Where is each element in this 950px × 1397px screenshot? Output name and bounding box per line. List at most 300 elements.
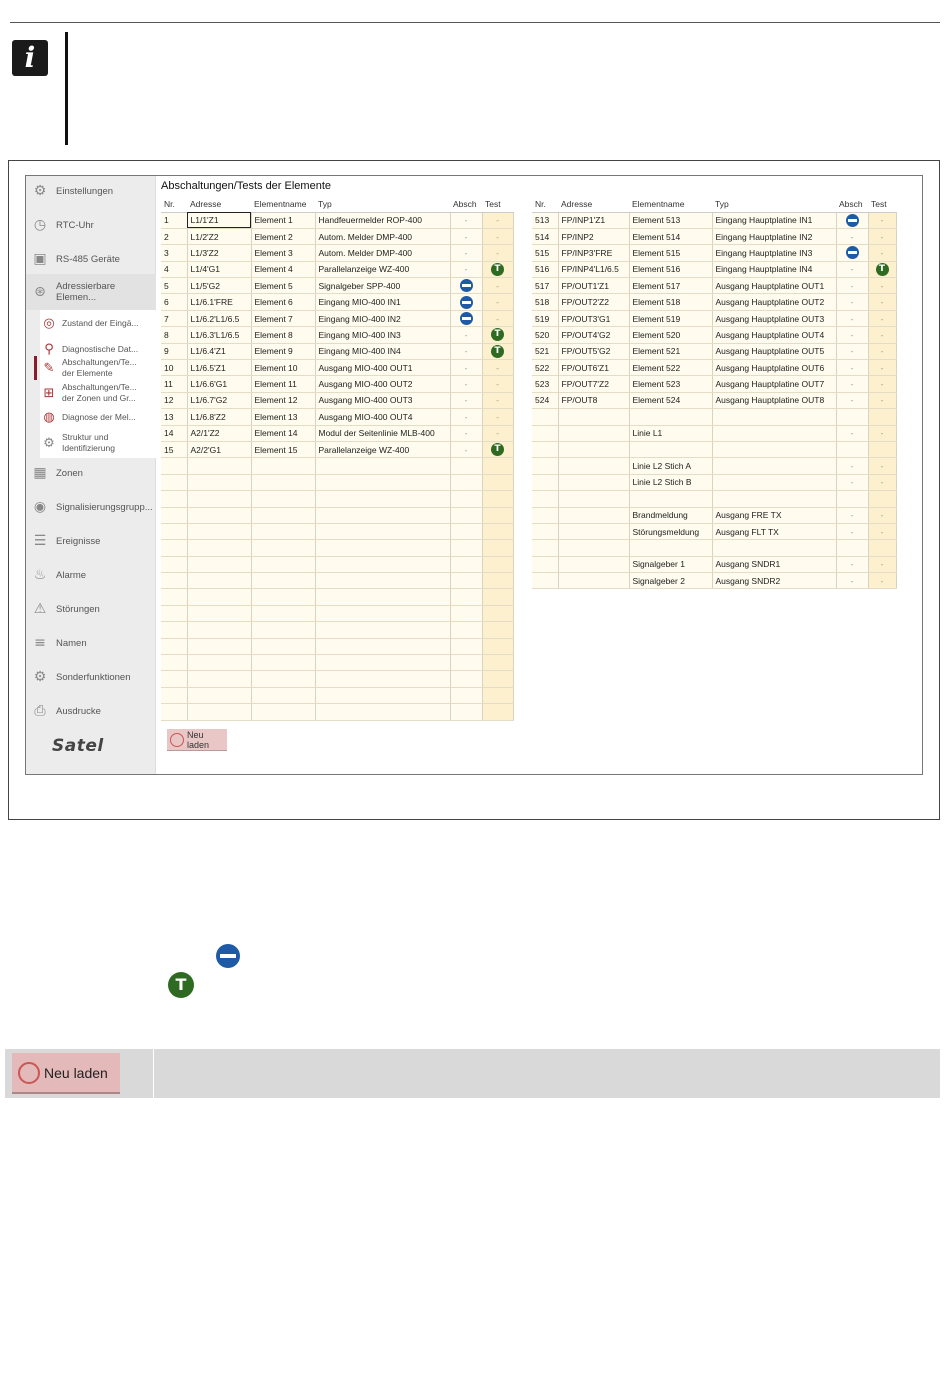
table-row[interactable] <box>161 360 513 376</box>
cell-test[interactable] <box>482 589 513 605</box>
cell-typ <box>315 704 450 720</box>
cell-adresse: FP/OUT3'G1 <box>558 310 629 326</box>
cell-adresse <box>187 507 251 523</box>
cell-absch[interactable] <box>450 655 482 671</box>
cell-name: Element 15 <box>251 441 315 457</box>
cell-absch[interactable] <box>836 441 868 457</box>
col-test[interactable]: Test <box>482 196 513 212</box>
cell-absch[interactable] <box>450 671 482 687</box>
cell-absch[interactable]: - <box>836 278 868 294</box>
sidebar-item-ereignisse[interactable]: ☰ Ereignisse <box>33 533 101 549</box>
table-row[interactable] <box>161 540 513 556</box>
cell-test[interactable]: - <box>482 392 513 408</box>
cell-nr <box>161 638 187 654</box>
main-content <box>157 176 923 775</box>
cell-typ: Ausgang MIO-400 OUT3 <box>315 392 450 408</box>
cell-absch[interactable]: - <box>836 376 868 392</box>
cell-test[interactable]: - <box>868 245 896 261</box>
cell-absch[interactable]: - <box>450 425 482 441</box>
sidebar-item-rs485[interactable] <box>26 244 156 274</box>
table-row[interactable] <box>532 392 896 408</box>
cell-name: Störungsmeldung <box>629 523 712 539</box>
table-row[interactable] <box>532 491 896 507</box>
info-icon: i <box>12 40 48 76</box>
cell-name: Element 521 <box>629 343 712 359</box>
cell-adresse <box>187 704 251 720</box>
table-row[interactable] <box>161 327 513 343</box>
cell-typ <box>315 458 450 474</box>
cell-typ <box>315 523 450 539</box>
disable-icon[interactable] <box>460 296 473 309</box>
table-row[interactable] <box>161 409 513 425</box>
cell-absch[interactable] <box>450 638 482 654</box>
table-row[interactable] <box>161 310 513 326</box>
cell-adresse <box>187 638 251 654</box>
col-adresse[interactable]: Adresse <box>187 196 251 212</box>
cell-absch[interactable]: - <box>836 556 868 572</box>
table-row[interactable] <box>532 458 896 474</box>
table-row[interactable] <box>161 458 513 474</box>
col-adresse[interactable]: Adresse <box>558 196 629 212</box>
cell-test[interactable] <box>482 638 513 654</box>
cell-name <box>629 540 712 556</box>
table-row[interactable] <box>161 704 513 720</box>
cell-test[interactable]: - <box>868 327 896 343</box>
cell-nr <box>532 573 558 589</box>
cell-test[interactable] <box>482 704 513 720</box>
cell-name: Element 1 <box>251 212 315 228</box>
cell-absch[interactable]: - <box>836 228 868 244</box>
cell-absch[interactable] <box>836 212 868 228</box>
cell-absch[interactable]: - <box>836 343 868 359</box>
cell-absch[interactable]: - <box>836 425 868 441</box>
cell-nr <box>532 458 558 474</box>
cell-absch[interactable]: - <box>450 327 482 343</box>
sidebar-item-label: Einstellungen <box>56 185 114 197</box>
table-row[interactable] <box>161 278 513 294</box>
sidebar-item-signalisierungsgruppen[interactable]: ◉ Signalisierungsgrupp... <box>33 499 153 515</box>
cell-absch[interactable]: - <box>450 212 482 228</box>
cell-test[interactable]: - <box>482 409 513 425</box>
cell-nr: 514 <box>532 228 558 244</box>
disable-icon[interactable] <box>460 279 473 292</box>
table-row[interactable] <box>161 228 513 244</box>
cell-absch[interactable] <box>450 573 482 589</box>
cell-typ: Ausgang MIO-400 OUT4 <box>315 409 450 425</box>
cell-absch[interactable]: - <box>836 360 868 376</box>
cell-test[interactable] <box>868 540 896 556</box>
cell-absch[interactable]: - <box>450 376 482 392</box>
cell-adresse: L1/6.7'G2 <box>187 392 251 408</box>
table-row[interactable] <box>532 310 896 326</box>
cell-absch[interactable] <box>450 704 482 720</box>
warning-icon: ⚠ <box>33 601 47 617</box>
cell-absch[interactable] <box>450 474 482 490</box>
cell-absch[interactable] <box>450 294 482 310</box>
table-row[interactable] <box>532 360 896 376</box>
col-elementname[interactable]: Elementname <box>251 196 315 212</box>
cell-test[interactable] <box>482 540 513 556</box>
cell-test[interactable] <box>868 409 896 425</box>
cell-adresse <box>558 474 629 490</box>
gear-icon: ⚙ <box>33 183 47 199</box>
divider <box>153 1049 154 1098</box>
cell-absch[interactable] <box>450 523 482 539</box>
cell-test[interactable]: - <box>868 523 896 539</box>
signal-group-icon: ◉ <box>33 499 47 515</box>
test-icon[interactable]: T <box>491 263 504 276</box>
col-typ[interactable]: Typ <box>712 196 836 212</box>
cell-test[interactable]: - <box>482 425 513 441</box>
table-row[interactable] <box>161 376 513 392</box>
cell-absch[interactable]: - <box>836 474 868 490</box>
test-icon[interactable]: T <box>491 443 504 456</box>
cell-test[interactable] <box>482 474 513 490</box>
cell-name: Element 9 <box>251 343 315 359</box>
cell-name <box>629 409 712 425</box>
table-row[interactable] <box>532 327 896 343</box>
table-row[interactable] <box>532 245 896 261</box>
cell-typ <box>315 589 450 605</box>
sidebar-item-adressierbare[interactable] <box>26 274 156 310</box>
cell-nr: 4 <box>161 261 187 277</box>
cell-test[interactable] <box>482 327 513 343</box>
reload-icon <box>170 733 184 747</box>
col-nr[interactable]: Nr. <box>532 196 558 212</box>
cell-absch[interactable] <box>450 310 482 326</box>
cell-test[interactable] <box>482 523 513 539</box>
cell-name <box>251 687 315 703</box>
cell-test[interactable]: - <box>868 573 896 589</box>
cell-absch[interactable]: - <box>450 228 482 244</box>
cell-name: Element 11 <box>251 376 315 392</box>
table-row[interactable] <box>532 294 896 310</box>
disable-icon[interactable] <box>846 246 859 259</box>
cell-adresse: FP/OUT8 <box>558 392 629 408</box>
table-row[interactable] <box>532 573 896 589</box>
cell-test[interactable] <box>868 261 896 277</box>
top-rule <box>10 22 940 23</box>
table-row[interactable] <box>161 622 513 638</box>
cell-adresse: FP/OUT7'Z2 <box>558 376 629 392</box>
sidebar-item-alarme[interactable]: ♨ Alarme <box>33 567 87 583</box>
cell-absch[interactable]: - <box>450 441 482 457</box>
col-test[interactable]: Test <box>868 196 896 212</box>
sidebar-item-sonderfunktionen[interactable]: ⚙ Sonderfunktionen <box>33 669 131 685</box>
cell-test[interactable]: - <box>482 228 513 244</box>
cell-test[interactable]: - <box>868 228 896 244</box>
cell-absch[interactable] <box>836 245 868 261</box>
active-indicator <box>34 356 37 380</box>
col-absch[interactable]: Absch <box>450 196 482 212</box>
cell-typ <box>315 474 450 490</box>
cell-adresse <box>558 491 629 507</box>
table-row[interactable] <box>532 212 896 228</box>
table-row[interactable] <box>161 523 513 539</box>
table-row[interactable] <box>532 441 896 457</box>
cell-test[interactable] <box>482 573 513 589</box>
cell-test[interactable]: - <box>482 360 513 376</box>
cell-absch[interactable] <box>450 622 482 638</box>
cell-test[interactable]: - <box>482 376 513 392</box>
cell-absch[interactable] <box>450 278 482 294</box>
cell-absch[interactable] <box>450 589 482 605</box>
cell-adresse: A2/1'Z2 <box>187 425 251 441</box>
table-row[interactable] <box>161 343 513 359</box>
cell-test[interactable]: - <box>868 392 896 408</box>
cell-absch[interactable] <box>836 491 868 507</box>
cell-test[interactable]: - <box>482 245 513 261</box>
subitem-diagnose-melder[interactable]: ◍ Diagnose der Mel... <box>40 406 156 428</box>
cell-test[interactable]: - <box>482 278 513 294</box>
cell-absch[interactable] <box>836 409 868 425</box>
table-row[interactable] <box>161 212 513 228</box>
cell-typ <box>712 409 836 425</box>
cell-nr <box>161 458 187 474</box>
cell-test[interactable] <box>482 622 513 638</box>
reload-button[interactable] <box>167 729 227 751</box>
cell-adresse <box>558 556 629 572</box>
cell-test[interactable]: - <box>868 278 896 294</box>
sidebar <box>26 176 156 775</box>
cell-test[interactable]: - <box>868 507 896 523</box>
cell-test[interactable]: - <box>482 212 513 228</box>
table-row[interactable] <box>161 556 513 572</box>
table-row[interactable] <box>161 491 513 507</box>
table-row[interactable] <box>161 671 513 687</box>
table-row[interactable] <box>532 376 896 392</box>
sidebar-item-label: RS-485 Geräte <box>56 253 120 265</box>
cell-test[interactable] <box>482 556 513 572</box>
table-row[interactable] <box>532 556 896 572</box>
cell-nr <box>161 491 187 507</box>
sidebar-item-namen[interactable]: ≡ Namen <box>26 628 156 658</box>
table-row[interactable] <box>532 523 896 539</box>
cell-typ: Ausgang FLT TX <box>712 523 836 539</box>
subitem-abschaltungen-zonen[interactable]: ⊞ Abschaltungen/Te... der Zonen und Gr... <box>40 380 156 406</box>
cell-absch[interactable]: - <box>450 343 482 359</box>
cell-nr: 515 <box>532 245 558 261</box>
names-icon: ≡ <box>34 635 46 651</box>
reload-label: Neu laden <box>187 729 210 750</box>
cell-adresse: L1/6.5'Z1 <box>187 360 251 376</box>
cell-test[interactable]: - <box>868 425 896 441</box>
table-row[interactable] <box>161 655 513 671</box>
cell-nr: 13 <box>161 409 187 425</box>
cell-absch[interactable] <box>836 540 868 556</box>
cell-test[interactable] <box>482 458 513 474</box>
cell-absch[interactable] <box>450 605 482 621</box>
cell-typ: Ausgang MIO-400 OUT2 <box>315 376 450 392</box>
cell-test[interactable] <box>482 343 513 359</box>
table-row[interactable] <box>532 228 896 244</box>
sidebar-item-einstellungen[interactable] <box>26 176 156 206</box>
cell-typ: Eingang MIO-400 IN4 <box>315 343 450 359</box>
cell-absch[interactable] <box>450 540 482 556</box>
cell-adresse: FP/OUT4'G2 <box>558 327 629 343</box>
cell-absch[interactable]: - <box>836 261 868 277</box>
table-row[interactable] <box>161 687 513 703</box>
cell-absch[interactable]: - <box>836 507 868 523</box>
table-row[interactable] <box>532 507 896 523</box>
table-row[interactable] <box>161 474 513 490</box>
table-row[interactable] <box>161 294 513 310</box>
cell-nr: 2 <box>161 228 187 244</box>
cell-name: Element 514 <box>629 228 712 244</box>
cell-absch[interactable]: - <box>836 310 868 326</box>
cell-absch[interactable]: - <box>836 573 868 589</box>
cell-adresse <box>187 474 251 490</box>
table-row[interactable] <box>161 245 513 261</box>
cell-test[interactable] <box>482 441 513 457</box>
test-icon[interactable]: T <box>491 328 504 341</box>
disable-icon[interactable] <box>460 312 473 325</box>
cell-test[interactable]: - <box>868 556 896 572</box>
cell-typ: Eingang Hauptplatine IN1 <box>712 212 836 228</box>
cell-absch[interactable]: - <box>450 392 482 408</box>
cell-name <box>251 671 315 687</box>
cell-nr <box>532 441 558 457</box>
test-icon: T <box>168 972 194 998</box>
cell-test[interactable] <box>482 671 513 687</box>
cell-typ: Modul der Seitenlinie MLB-400 <box>315 425 450 441</box>
table-row[interactable] <box>161 507 513 523</box>
cell-typ: Ausgang Hauptplatine OUT7 <box>712 376 836 392</box>
sidebar-item-zonen[interactable]: ▦ Zonen <box>33 465 83 481</box>
table-row[interactable] <box>532 474 896 490</box>
cell-test[interactable]: - <box>868 458 896 474</box>
cell-test[interactable] <box>482 687 513 703</box>
cell-test[interactable]: - <box>868 310 896 326</box>
table-row[interactable] <box>161 573 513 589</box>
disable-icon[interactable] <box>846 214 859 227</box>
cell-test[interactable] <box>482 605 513 621</box>
col-typ[interactable]: Typ <box>315 196 450 212</box>
table-row[interactable] <box>161 392 513 408</box>
sidebar-item-stoerungen[interactable]: ⚠ Störungen <box>33 601 100 617</box>
cell-absch[interactable]: - <box>450 261 482 277</box>
col-nr[interactable]: Nr. <box>161 196 187 212</box>
cell-name: Linie L2 Stich A <box>629 458 712 474</box>
cell-typ: Autom. Melder DMP-400 <box>315 245 450 261</box>
table-row[interactable] <box>532 425 896 441</box>
table-row[interactable] <box>532 278 896 294</box>
table-row[interactable] <box>161 589 513 605</box>
clock-icon: ◷ <box>33 217 47 233</box>
cell-typ: Eingang MIO-400 IN1 <box>315 294 450 310</box>
col-elementname[interactable]: Elementname <box>629 196 712 212</box>
cell-absch[interactable]: - <box>836 392 868 408</box>
cell-absch[interactable]: - <box>836 294 868 310</box>
table-header <box>161 196 513 212</box>
table-row[interactable] <box>161 425 513 441</box>
cell-typ: Eingang MIO-400 IN3 <box>315 327 450 343</box>
cell-adresse <box>558 458 629 474</box>
printer-icon: ⎙ <box>34 703 46 719</box>
table-row[interactable] <box>532 540 896 556</box>
cell-absch[interactable]: - <box>450 360 482 376</box>
cell-absch[interactable] <box>450 507 482 523</box>
cell-typ <box>712 425 836 441</box>
sidebar-item-ausdrucke[interactable]: ⎙ Ausdrucke <box>26 696 156 726</box>
cell-test[interactable] <box>482 261 513 277</box>
cell-absch[interactable] <box>450 687 482 703</box>
cell-absch[interactable]: - <box>836 327 868 343</box>
cell-typ <box>712 474 836 490</box>
cell-test[interactable]: - <box>868 343 896 359</box>
cell-typ: Handfeuermelder ROP-400 <box>315 212 450 228</box>
cell-test[interactable] <box>868 491 896 507</box>
sidebar-item-label: Adressierbare Elemen... <box>56 281 116 303</box>
col-absch[interactable]: Absch <box>836 196 868 212</box>
table-row[interactable] <box>161 638 513 654</box>
satel-logo: Satel <box>52 736 104 756</box>
test-icon[interactable]: T <box>876 263 889 276</box>
cell-absch[interactable]: - <box>836 523 868 539</box>
detector-diagnostic-icon: ◍ <box>43 409 55 425</box>
cell-adresse: FP/INP2 <box>558 228 629 244</box>
cell-name <box>251 622 315 638</box>
subitem-zustand[interactable]: ◎ Zustand der Eingä... <box>40 310 156 336</box>
cell-test[interactable] <box>482 507 513 523</box>
cell-nr <box>161 540 187 556</box>
cell-test[interactable]: - <box>868 474 896 490</box>
cell-name <box>251 556 315 572</box>
cell-nr <box>161 655 187 671</box>
cell-nr: 7 <box>161 310 187 326</box>
cell-absch[interactable] <box>450 491 482 507</box>
cell-test[interactable]: - <box>482 310 513 326</box>
table-row[interactable] <box>161 441 513 457</box>
cell-absch[interactable] <box>450 458 482 474</box>
cell-test[interactable]: - <box>868 376 896 392</box>
table-row[interactable] <box>161 605 513 621</box>
cell-test[interactable]: - <box>868 212 896 228</box>
cell-test[interactable]: - <box>482 294 513 310</box>
cell-absch[interactable]: - <box>836 458 868 474</box>
cell-test[interactable]: - <box>868 294 896 310</box>
cell-name <box>251 638 315 654</box>
cell-test[interactable] <box>868 441 896 457</box>
subitem-struktur[interactable]: ⚙ Struktur und Identifizierung <box>40 428 156 458</box>
cell-test[interactable] <box>482 491 513 507</box>
reload-button-large[interactable] <box>12 1053 120 1094</box>
table-row[interactable] <box>532 409 896 425</box>
table-row[interactable] <box>161 261 513 277</box>
cell-nr <box>532 556 558 572</box>
cell-test[interactable] <box>482 655 513 671</box>
cell-absch[interactable] <box>450 556 482 572</box>
cell-nr <box>161 589 187 605</box>
cell-nr <box>161 507 187 523</box>
table-row[interactable] <box>532 261 896 277</box>
cell-name <box>251 573 315 589</box>
cell-name: Signalgeber 2 <box>629 573 712 589</box>
cell-absch[interactable]: - <box>450 409 482 425</box>
table-row[interactable] <box>532 343 896 359</box>
subitem-abschaltungen-elemente[interactable]: ✎ Abschaltungen/Te... der Elemente <box>40 356 156 380</box>
cell-nr <box>532 523 558 539</box>
subitem-diagnostische[interactable]: ⚲ Diagnostische Dat... <box>40 336 156 362</box>
cell-typ: Ausgang Hauptplatine OUT4 <box>712 327 836 343</box>
cell-absch[interactable]: - <box>450 245 482 261</box>
cell-nr <box>161 474 187 490</box>
sidebar-item-rtc-uhr[interactable] <box>26 210 156 240</box>
cell-nr <box>532 540 558 556</box>
cell-nr <box>161 605 187 621</box>
cell-test[interactable]: - <box>868 360 896 376</box>
test-icon[interactable]: T <box>491 345 504 358</box>
